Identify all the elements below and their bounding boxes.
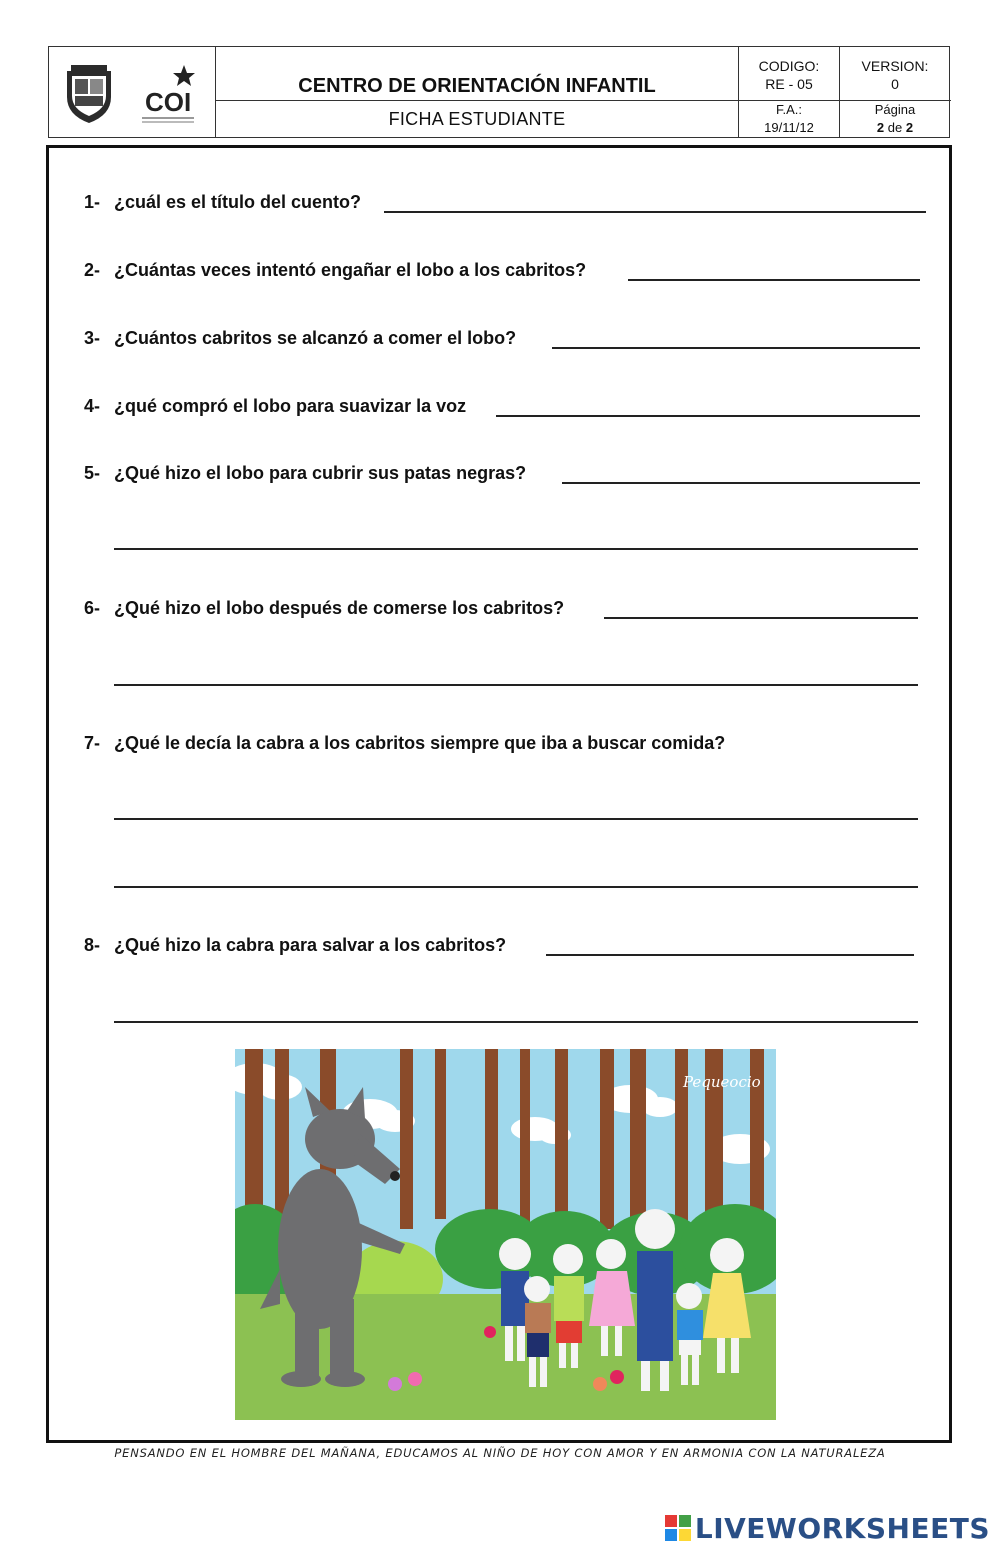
answer-line-8b[interactable]: [114, 1021, 918, 1023]
fa-value: 19/11/12: [764, 120, 814, 135]
sheet-subtitle: FICHA ESTUDIANTE: [388, 108, 566, 129]
question-7: 7- ¿Qué le decía la cabra a los cabritos siempre que iba a buscar comida?: [84, 733, 726, 753]
school-crest-icon: [67, 65, 111, 123]
codigo-label: CODIGO:: [758, 58, 820, 74]
liveworksheets-logo: [665, 1510, 990, 1546]
answer-line-7a[interactable]: [114, 818, 918, 820]
codigo-value: RE - 05: [765, 76, 813, 92]
answer-line-6a[interactable]: [604, 617, 918, 619]
document-header: [48, 46, 950, 138]
liveworksheets-brand: LIVEWORKSHEETS: [694, 1511, 990, 1545]
fa-label: F.A.:: [775, 102, 802, 117]
question-5: 5- ¿Qué hizo el lobo para cubrir sus patas negras?: [84, 463, 527, 483]
answer-line-5b[interactable]: [114, 548, 918, 550]
pagina-number: 2 de 2: [876, 120, 914, 135]
question-6: 6- ¿Qué hizo el lobo después de comerse los cabritos?: [84, 598, 565, 618]
question-4: 4- ¿qué compró el lobo para suavizar la voz: [84, 396, 467, 416]
answer-line-6b[interactable]: [114, 684, 918, 686]
question-2: 2- ¿Cuántas veces intentó engañar el lobo a los cabritos?: [84, 260, 587, 280]
wolf-and-goats-illustration: [235, 1049, 776, 1420]
version-label: VERSION:: [861, 58, 929, 74]
footer-slogan: PENSANDO EN EL HOMBRE DEL MAÑANA, EDUCAMOS AL NIÑO DE HOY CON AMOR Y EN ARMONIA CON LA NATURALEZA: [114, 1446, 886, 1460]
question-8: 8- ¿Qué hizo la cabra para salvar a los cabritos?: [84, 935, 507, 955]
illustration-watermark: Pequeocio: [683, 1073, 761, 1091]
coi-logo-icon: [142, 65, 195, 123]
institution-title: CENTRO DE ORIENTACIÓN INFANTIL: [298, 75, 656, 97]
answer-line-1[interactable]: [384, 211, 926, 213]
version-cell: [840, 51, 950, 99]
answer-line-5a[interactable]: [562, 482, 920, 484]
question-3: 3- ¿Cuántos cabritos se alcanzó a comer el lobo?: [84, 328, 517, 348]
pagina-cell: [840, 101, 950, 137]
question-1: 1- ¿cuál es el título del cuento?: [84, 192, 362, 212]
answer-line-8a[interactable]: [546, 954, 914, 956]
answer-line-2[interactable]: [628, 279, 920, 281]
pagina-label: Página: [874, 102, 916, 117]
codigo-cell: [739, 51, 839, 99]
coi-logo-text: COI: [145, 87, 192, 117]
version-value: 0: [891, 76, 899, 92]
answer-line-4[interactable]: [496, 415, 920, 417]
fa-cell: [739, 101, 839, 137]
logos: [49, 47, 215, 137]
answer-line-3[interactable]: [552, 347, 920, 349]
answer-line-7b[interactable]: [114, 886, 918, 888]
liveworksheets-icon: [665, 1515, 691, 1541]
